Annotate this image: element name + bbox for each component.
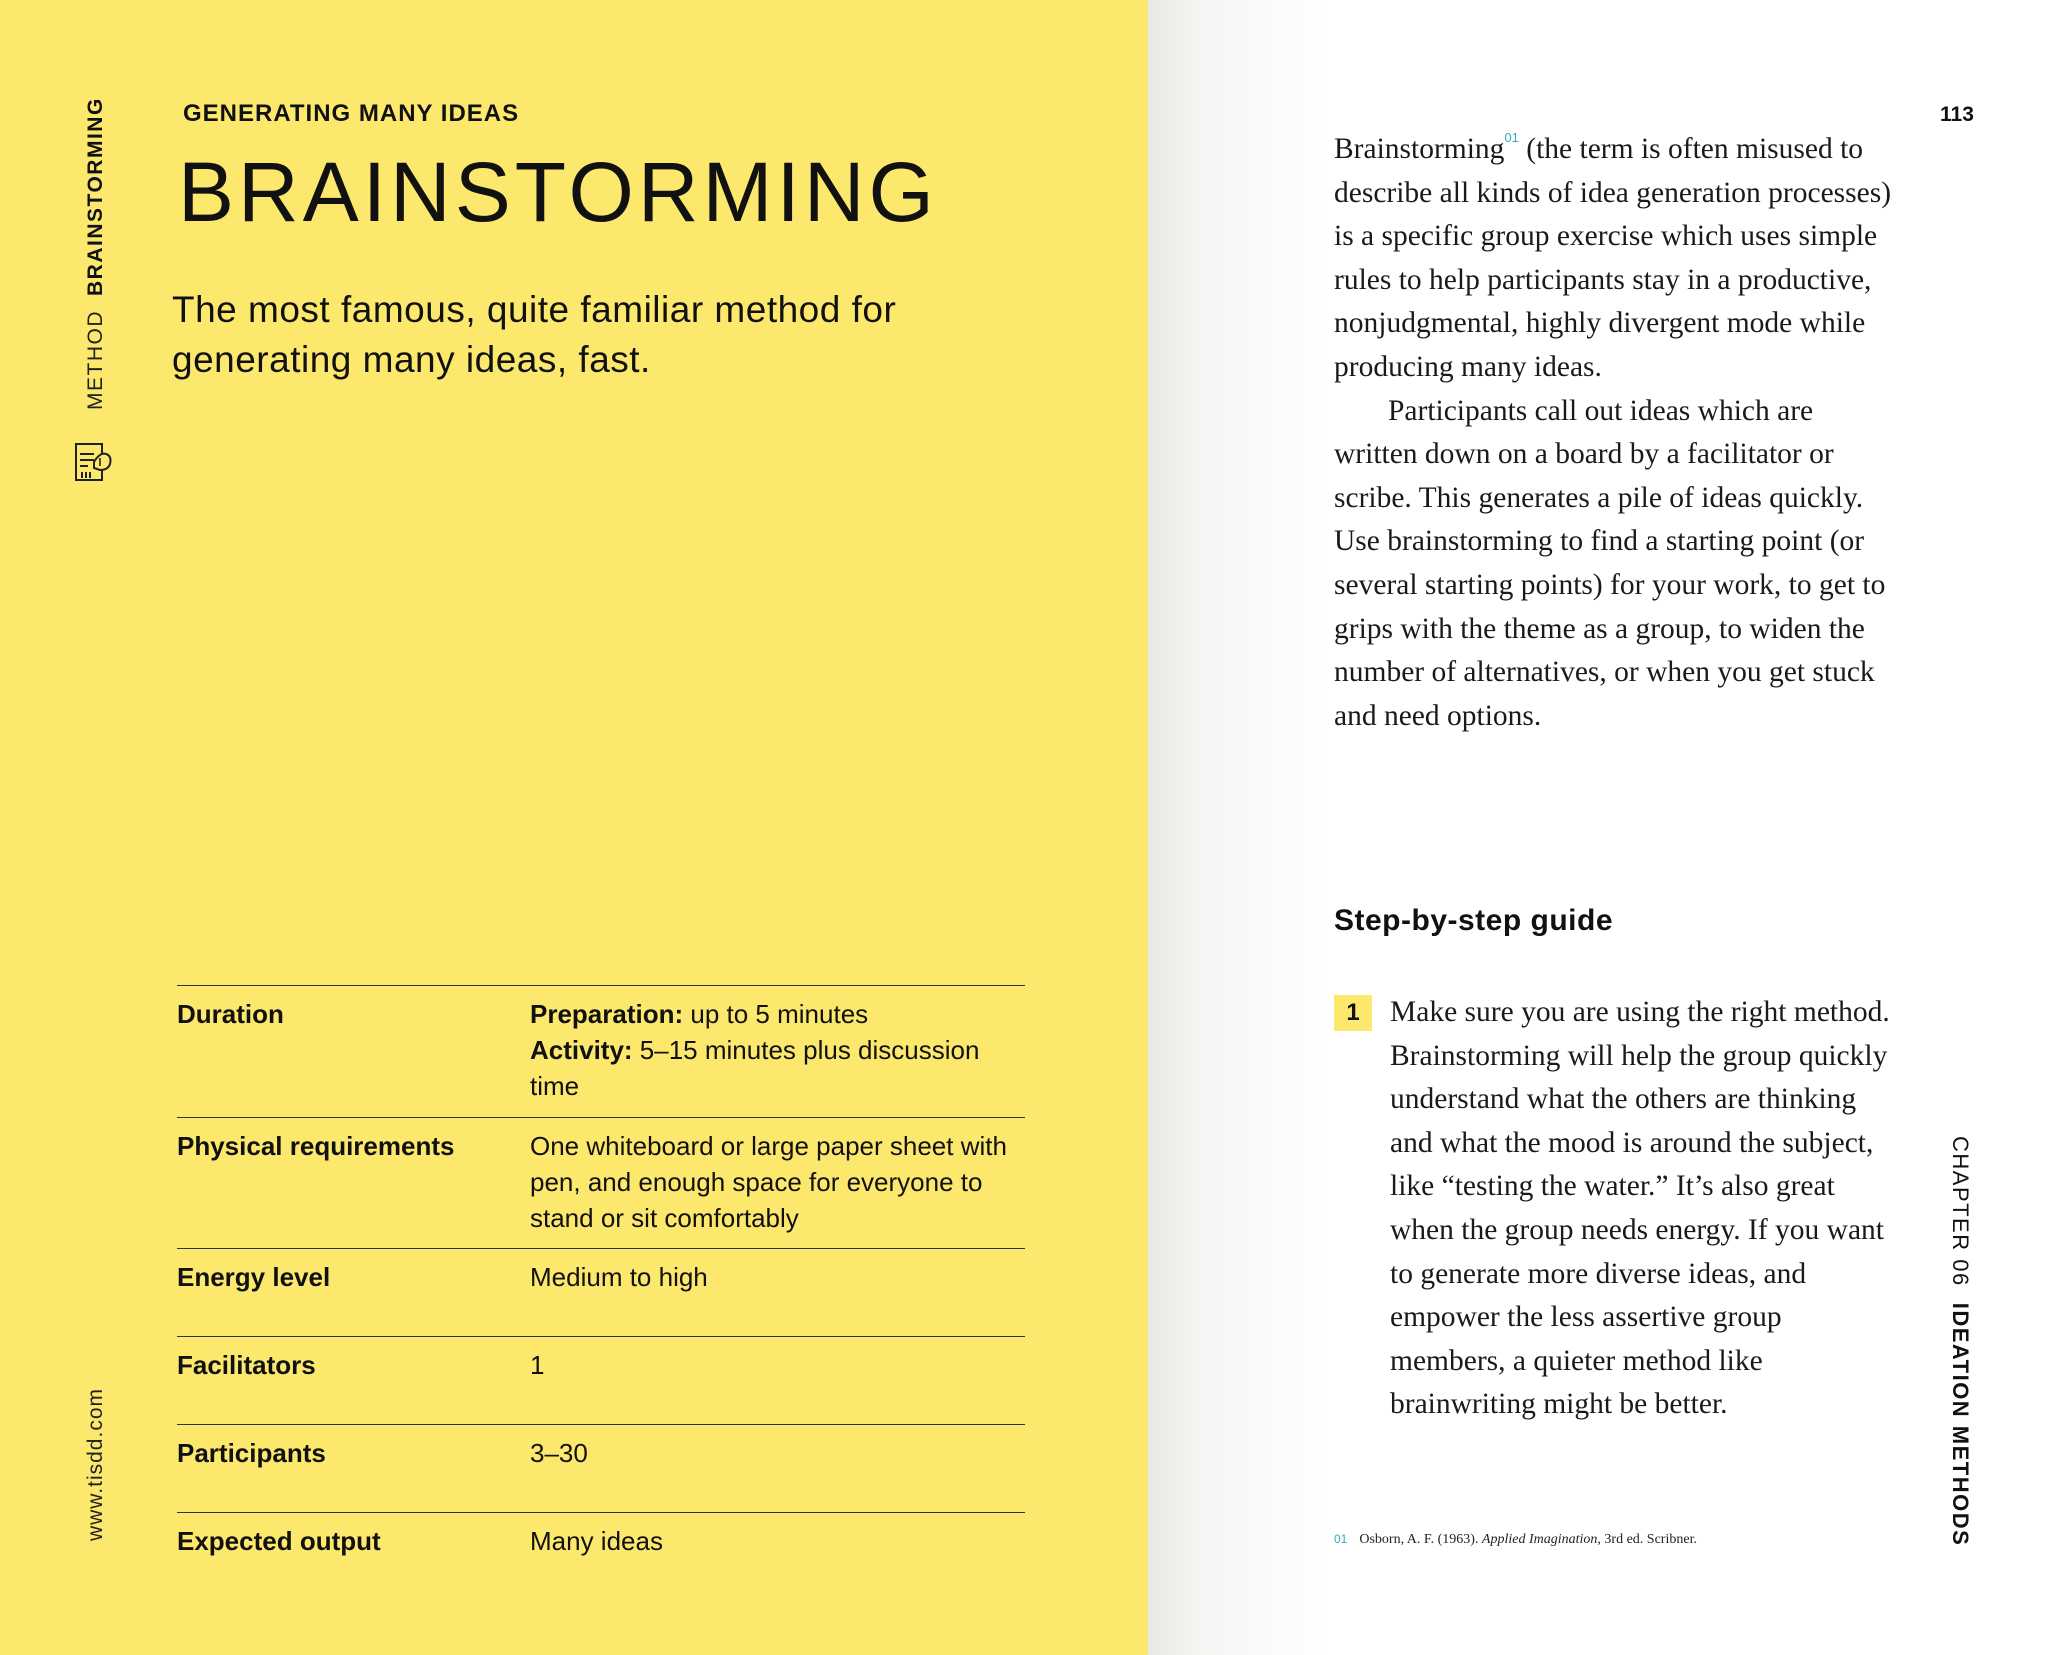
guide-heading: Step-by-step guide (1334, 904, 1614, 937)
table-row (177, 1425, 1025, 1513)
footnote: 01 Osborn, A. F. (1963). Applied Imagination, 3rd ed. Scribner. (1334, 1532, 1697, 1547)
subtitle: The most famous, quite familiar method for generating many ideas, fast. (172, 289, 897, 380)
fact-value: Preparation: up to 5 minutes Activity: 5–15 minutes plus discussion time (530, 986, 1025, 1118)
fact-label: Energy level (177, 1249, 530, 1337)
chapter-label: CHAPTER 06 (1948, 1136, 1973, 1287)
step-number-badge: 1 (1334, 995, 1372, 1031)
intro-text (1334, 116, 1894, 738)
chapter-running-header (1940, 1136, 1980, 1556)
website-url: www.tisdd.com (84, 1388, 107, 1542)
fact-value: 1 (530, 1337, 1025, 1425)
fact-label: Facilitators (177, 1337, 530, 1425)
table-row (177, 1249, 1025, 1337)
table-row (177, 986, 1025, 1118)
step-text: Make sure you are using the right method. Brainstorming will help the group quickly understand what the others are thinking and what the mood is around the subject, like “testing the water.” It’s also great when the group needs energy. If you want to generate more diverse ideas, and empower the less assertive group members, a quieter method like brainwriting might be better. (1390, 996, 1890, 1421)
fact-value: Medium to high (530, 1249, 1025, 1337)
footnote-marker: 01 (1504, 130, 1519, 145)
section-label: METHOD (84, 310, 107, 410)
kicker: GENERATING MANY IDEAS (183, 100, 520, 127)
chapter-title: IDEATION METHODS (1948, 1302, 1973, 1547)
page-number: 113 (1940, 103, 1974, 126)
table-row (177, 1513, 1025, 1584)
intro-paragraph: Brainstorming$^{01}$ (the term is often misused to describe all kinds of idea generation processes) is a specific group exercise which uses simple rules to help participants stay in a productive, nonjudgmental, highly divergent mode while producing many ideas. (1334, 130, 1892, 383)
method-facts-table (177, 985, 1025, 1583)
method-icon (74, 440, 114, 484)
fact-label: Physical requirements (177, 1118, 530, 1249)
method-label: BRAINSTORMING (84, 97, 107, 296)
fact-value: One whiteboard or large paper sheet with pen, and enough space for everyone to stand or sit comfortably (530, 1118, 1025, 1249)
fact-label: Expected output (177, 1513, 530, 1584)
fact-label: Participants (177, 1425, 530, 1513)
page-title: BRAINSTORMING (178, 145, 938, 239)
table-row (177, 1337, 1025, 1425)
fact-value: 3–30 (530, 1425, 1025, 1513)
table-row (177, 1118, 1025, 1249)
fact-value: Many ideas (530, 1513, 1025, 1584)
intro-paragraph: Participants call out ideas which are written down on a board by a facilitator or scribe. This generates a pile of ideas quickly. Use brainstorming to find a starting point (or several starting points) for your work, to get to grips with the theme as a group, to widen the number of alternatives, or when you get stuck and need options. (1334, 394, 1886, 732)
method-running-header (78, 97, 114, 410)
fact-label: Duration (177, 986, 530, 1118)
